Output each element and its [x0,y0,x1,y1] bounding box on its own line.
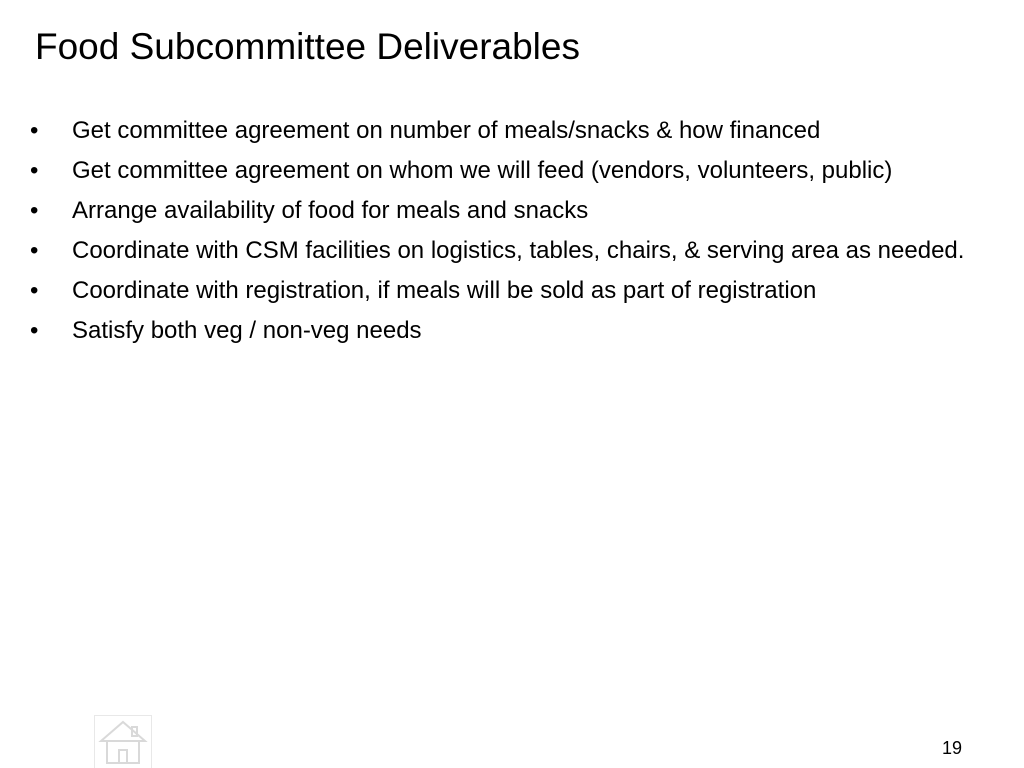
bullet-marker: • [30,157,39,184]
bullet-marker: • [30,317,39,344]
bullet-text: Get committee agreement on whom we will feed (vendors, volunteers, public) [72,157,893,184]
bullet-marker: • [30,277,39,304]
bullet-text: Arrange availability of food for meals and snacks [72,197,589,224]
bullet-item [0,274,1000,308]
bullet-text: Coordinate with CSM facilities on logistics, tables, chairs, & serving area as needed. [72,237,965,264]
bullet-item [0,314,1000,348]
bullet-list [0,114,1000,354]
bullet-item [0,234,1000,268]
bullet-text: Coordinate with registration, if meals will be sold as part of registration [72,277,817,304]
bullet-text: Get committee agreement on number of meals/snacks & how financed [72,117,821,144]
bullet-marker: • [30,237,39,264]
page-number: 19 [941,738,962,758]
slide-title: Food Subcommittee Deliverables [35,26,580,67]
bullet-item [0,114,1000,148]
bullet-marker: • [30,117,39,144]
bullet-marker: • [30,197,39,224]
home-button[interactable] [94,715,152,768]
bullet-item [0,154,1000,188]
home-icon [97,719,149,765]
bullet-item [0,194,1000,228]
bullet-text: Satisfy both veg / non-veg needs [72,317,422,344]
